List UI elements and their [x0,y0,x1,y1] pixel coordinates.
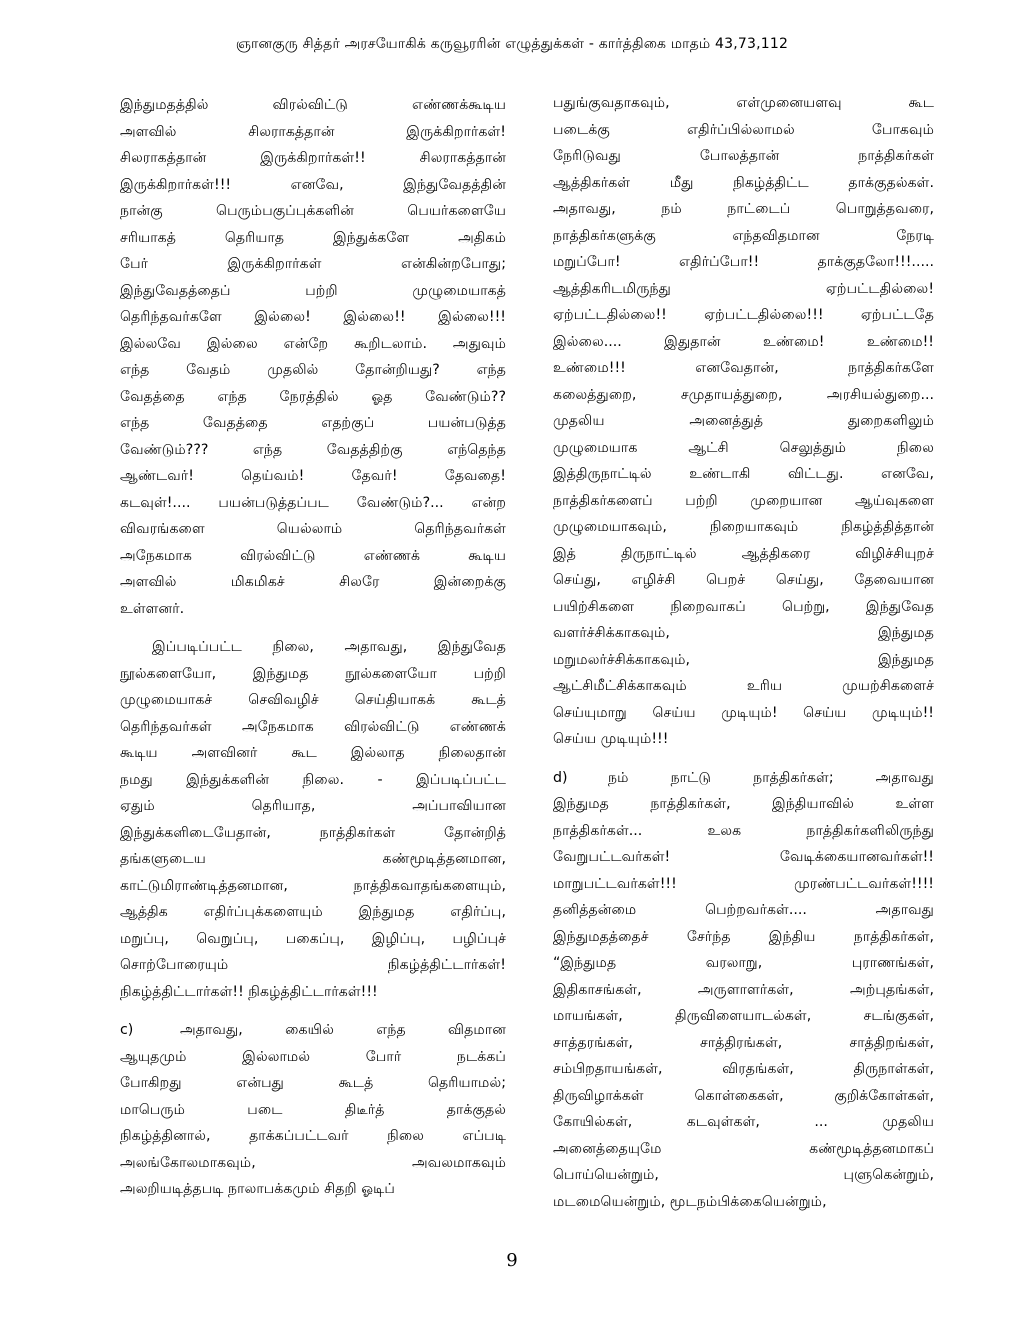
text-line: நிகழ்த்திட்டார்கள்!! நிகழ்த்திட்டார்கள்!!! [120,983,378,1000]
text-line: அதாவது, நம் நாட்டைப் பொறுத்தவரை, [553,201,934,217]
text-line: காட்டுமிராண்டித்தனமான, நாத்திகவாதங்களையும், [120,877,506,894]
list-item-c [120,1017,506,1203]
text-line: அளவில் சிலராகத்தான் இருக்கிறார்கள்! [120,123,506,140]
text-line: சாத்தரங்கள், சாத்திரங்கள், சாத்திறங்கள், [553,1034,934,1051]
text-line: தெரிந்தவர்கள் அநேகமாக விரல்விட்டு எண்ணக் [120,718,506,735]
text-line: ஏற்பட்டதில்லை!! ஏற்பட்டதில்லை!!! ஏற்பட்டதே [553,307,934,323]
text-line: எந்த வேதத்தை எதற்குப் பயன்படுத்த [120,415,506,431]
text-line: பேர் இருக்கிறார்கள் என்கின்றபோது; [120,256,506,272]
text-line: இத் திருநாட்டில் ஆத்திகரை விழிச்சியுறச் [553,545,934,562]
text-line: நாத்திகர்களுக்கு எந்தவிதமான நேரடி [553,227,934,244]
text-line: மறுப்பு, வெறுப்பு, பகைப்பு, இழிப்பு, பழிப்புச் [120,930,506,947]
text-line: அலங்கோலமாகவும், அவலமாகவும் [120,1154,506,1171]
text-line: நேரிடுவது போலத்தான் நாத்திகர்கள் [553,148,934,164]
page-header: ஞானகுரு சித்தர் அரசயோகிக் கருவூரரின் எழுத்துக்கள் - கார்த்திகை மாதம் 43,73,112 [235,36,789,52]
text-line: மறுமலர்ச்சிக்காகவும், இந்துமத [553,651,934,668]
text-line: இப்படிப்பட்ட நிலை, அதாவது, இந்துவேத [152,639,506,655]
text-line: நூல்களையோ, இந்துமத நூல்களையோ பற்றி [120,665,506,682]
text-line: சிலராகத்தான் இருக்கிறார்கள்!! சிலராகத்தான் [120,150,506,166]
text-line: படைக்கு எதிர்ப்பில்லாமல் போகவும் [553,121,934,138]
text-line: ஏதும் தெரியாத, அப்பாவியான [120,798,506,814]
text-line: செய்ய முடியும்!!! [553,731,669,747]
text-line: நிகழ்த்தினால், தாக்கப்பட்டவர் நிலை எப்படி [120,1128,506,1144]
text-line: இருக்கிறார்கள்!!! எனவே, இந்துவேதத்தின் [120,176,506,193]
text-line: இல்லை.... இதுதான் உண்மை! உண்மை!! [553,333,934,350]
text-line: ஆட்சிமீட்சிக்காகவும் உரிய முயற்சிகளைச் [553,678,934,694]
text-line: வேதத்தை எந்த நேரத்தில் ஓத வேண்டும்?? [120,388,506,405]
text-line: எந்த வேதம் முதலில் தோன்றியது? எந்த [120,362,506,378]
text-line: கடவுள்!.... பயன்படுத்தப்பட வேண்டும்?... என்ற [120,494,506,511]
text-line: சொற்போரையும் நிகழ்த்திட்டார்கள்! [120,957,506,973]
text-line: வளர்ச்சிக்காகவும், இந்துமத [553,625,934,641]
text-line: இத்திருநாட்டில் உண்டாகி விட்டது. எனவே, [553,466,934,482]
text-line: வேண்டும்??? எந்த வேதத்திற்கு எந்தெந்த [120,441,506,458]
text-line: ஆத்திகர்கள் மீது நிகழ்த்திட்ட தாக்குதல்கள். [553,174,934,191]
text-line: கோயில்கள், கடவுள்கள், ... முதலிய [553,1114,934,1130]
text-line: மடமையென்றும், மூடநம்பிக்கையென்றும், [553,1193,827,1210]
text-line: நமது இந்துக்களின் நிலை. - இப்படிப்பட்ட [120,771,506,788]
text-line: ஆயுதமும் இல்லாமல் போர் நடக்கப் [120,1048,506,1065]
text-line: ஆத்திகரிடமிருந்து ஏற்பட்டதில்லை! [553,280,934,297]
list-marker-c: c) [120,1022,134,1038]
text-line: முழுமையாக ஆட்சி செலுத்தும் நிலை [553,439,934,456]
list-marker-d: d) [553,769,568,786]
left-column [120,92,506,1203]
text-line: திருவிழாக்கள் கொள்கைகள், குறிக்கோள்கள், [553,1087,934,1104]
text-line: இந்துமத நாத்திகர்கள், இந்தியாவில் உள்ள [553,796,934,812]
text-line: நாத்திகர்களைப் பற்றி முறையான ஆய்வுகளை [553,492,934,509]
text-line: ஆண்டவர்! தெய்வம்! தேவர்! தேவதை! [120,468,506,484]
text-line: தங்களுடைய கண்மூடித்தனமான, [120,851,506,867]
page-number: 9 [506,1250,518,1271]
text-line: முழுமையாகவும், நிறையாகவும் நிகழ்த்தித்தான் [553,519,934,535]
text-line: செய்யுமாறு செய்ய முடியும்! செய்ய முடியும்!! [553,704,934,721]
text-line: சம்பிறதாயங்கள், விரதங்கள், திருநாள்கள், [553,1061,934,1077]
text-line: அனைத்தையுமே கண்மூடித்தனமாகப் [553,1140,934,1157]
text-line: மறுப்போ! எதிர்ப்போ!! தாக்குதலோ!!!..... [553,254,934,270]
text-line: பதுங்குவதாகவும், எள்முனையளவு கூட [553,95,934,111]
text-line: நான்கு பெரும்பகுப்புக்களின் பெயர்களையே [120,203,506,219]
text-line: செய்து, எழிச்சி பெறச் செய்து, தேவையான [553,572,934,588]
left-paragraph-1 [120,92,506,622]
text-line: முதலிய அனைத்துத் துறைகளிலும் [553,413,934,429]
text-line: அநேகமாக விரல்விட்டு எண்ணக் கூடிய [120,547,506,564]
text-line: தெரிந்தவர்களே இல்லை! இல்லை!! இல்லை!!! [120,309,506,325]
text-line: பொய்யென்றும், புளுகென்றும், [553,1167,934,1183]
text-line: ஆத்திக எதிர்ப்புக்களையும் இந்துமத எதிர்ப்பு, [120,904,506,920]
text-line: சரியாகத் தெரியாத இந்துக்களே அதிகம் [120,229,506,246]
text-line: மாயங்கள், திருவிளையாடல்கள், சடங்குகள், [553,1008,934,1024]
left-paragraph-2 [120,634,506,1005]
text-line: பயிற்சிகளை நிறைவாகப் பெற்று, இந்துவேத [553,598,934,615]
list-item-d-text [553,765,934,1216]
text-line: இந்துக்களிடையேதான், நாத்திகர்கள் தோன்றித் [120,824,506,841]
text-line: உள்ளனர். [120,600,185,617]
text-line: தனித்தன்மை பெற்றவர்கள்.... அதாவது [553,902,934,918]
right-paragraph-1 [553,90,934,753]
list-item-c-text [120,1017,506,1203]
text-line: போகிறது என்பது கூடத் தெரியாமல்; [120,1075,506,1091]
text-line: முழுமையாகச் செவிவழிச் செய்தியாகக் கூடத் [120,692,506,708]
text-line: இதிகாசங்கள், அருளாளர்கள், அற்புதங்கள், [553,981,934,998]
text-line: மாறுபட்டவர்கள்!!! முரண்பட்டவர்கள்!!!! [553,875,934,892]
text-line: இந்துவேதத்தைப் பற்றி முழுமையாகத் [120,282,506,299]
text-line: “இந்துமத வரலாறு, புராணங்கள், [553,955,934,971]
list-item-d [553,765,934,1216]
text-line: மாபெரும் படை திடீர்த் தாக்குதல் [120,1101,506,1118]
text-line: உண்மை!!! எனவேதான், நாத்திகர்களே [553,360,934,376]
text-line: விவரங்களை யெல்லாம் தெரிந்தவர்கள் [120,521,506,537]
text-line: நம் நாட்டு நாத்திகர்கள்; அதாவது [608,769,934,786]
text-line: இந்துமதத்தைச் சேர்ந்த இந்திய நாத்திகர்கள், [553,928,934,945]
text-line: நாத்திகர்கள்... உலக நாத்திகர்களிலிருந்து [553,822,934,839]
text-line: கூடிய அளவினர் கூட இல்லாத நிலைதான் [120,745,506,761]
text-line: வேறுபட்டவர்கள்! வேடிக்கையானவர்கள்!! [553,849,934,865]
text-line: இல்லவே இல்லை என்றே கூறிடலாம். அதுவும் [120,335,506,352]
text-line: அளவில் மிகமிகச் சிலரே இன்றைக்கு [120,574,506,590]
text-line: இந்துமதத்தில் விரல்விட்டு எண்ணக்கூடிய [120,97,506,113]
text-line: கலைத்துறை, சமுதாயத்துறை, அரசியல்துறை... [553,386,934,403]
text-line: அலறியடித்தபடி நாலாபக்கமும் சிதறி ஓடிப் [120,1181,395,1197]
text-line: அதாவது, கையில் எந்த விதமான [180,1022,506,1038]
right-column [553,90,934,1215]
